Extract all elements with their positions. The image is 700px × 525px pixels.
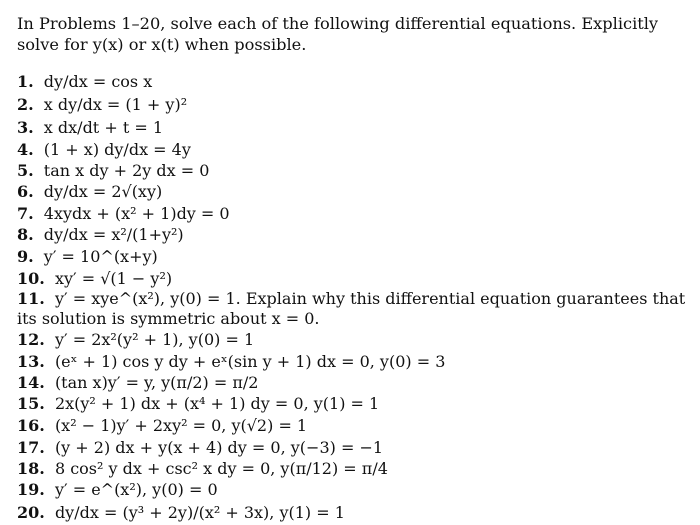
problem-number: 8. (17, 225, 34, 244)
problem-equation: 8 cos² y dx + csc² x dy = 0, y(π/12) = π/4 (54, 459, 388, 478)
problem-20 (17, 503, 689, 523)
problem-4 (17, 140, 689, 160)
problem-equation: dy/dx = x²/(1+y²) (43, 225, 184, 244)
problem-equation: xy′ = √(1 − y²) (54, 269, 173, 288)
problem-equation: y′ = 2x²(y² + 1), y(0) = 1 (54, 330, 255, 349)
intro-text: In Problems 1–20, solve each of the following differential equations. Explicitly solve for y(x) or x(t) when possible. (17, 14, 659, 54)
problem-11 (17, 289, 689, 329)
problem-10 (17, 269, 689, 289)
problem-equation: x dx/dt + t = 1 (43, 118, 163, 137)
problem-number: 15. (17, 394, 45, 413)
problem-equation: y′ = e^(x²), y(0) = 0 (54, 480, 218, 499)
problem-equation: (1 + x) dy/dx = 4y (43, 140, 191, 159)
problem-number: 3. (17, 118, 34, 137)
problem-6 (17, 182, 689, 202)
problem-16 (17, 416, 689, 436)
problem-3 (17, 118, 689, 138)
problem-equation: (y + 2) dx + y(x + 4) dy = 0, y(−3) = −1 (54, 438, 384, 457)
problem-equation: 4xydx + (x² + 1)dy = 0 (43, 204, 230, 223)
problem-equation: tan x dy + 2y dx = 0 (43, 161, 210, 180)
problem-equation: dy/dx = cos x (43, 72, 153, 91)
problem-number: 19. (17, 480, 45, 499)
problem-12 (17, 330, 689, 350)
problem-number: 4. (17, 140, 34, 159)
problem-18 (17, 459, 689, 479)
problem-7 (17, 204, 689, 224)
problem-number: 6. (17, 182, 34, 201)
problem-number: 11. (17, 289, 45, 308)
problem-5 (17, 161, 689, 181)
problem-equation: dy/dx = (y³ + 2y)/(x² + 3x), y(1) = 1 (54, 503, 345, 522)
problem-equation: x dy/dx = (1 + y)² (43, 95, 188, 114)
problem-19 (17, 480, 689, 500)
problem-1 (17, 72, 689, 92)
problem-2 (17, 95, 689, 115)
problem-number: 5. (17, 161, 34, 180)
problem-14 (17, 373, 689, 393)
problem-number: 16. (17, 416, 45, 435)
problem-number: 12. (17, 330, 45, 349)
problem-number: 14. (17, 373, 45, 392)
problem-15 (17, 394, 689, 414)
problem-equation: dy/dx = 2√(xy) (43, 182, 163, 201)
problem-number: 10. (17, 269, 45, 288)
problem-13 (17, 352, 689, 372)
problem-number: 18. (17, 459, 45, 478)
problem-number: 13. (17, 352, 45, 371)
problem-17 (17, 438, 689, 458)
problem-number: 20. (17, 503, 45, 522)
problem-9 (17, 247, 689, 267)
problem-equation: y′ = 10^(x+y) (43, 247, 158, 266)
problem-number: 17. (17, 438, 45, 457)
problem-number: 9. (17, 247, 34, 266)
problem-8 (17, 225, 689, 245)
problem-equation: (eˣ + 1) cos y dy + eˣ(sin y + 1) dx = 0, y(0) = 3 (54, 352, 446, 371)
problem-number: 2. (17, 95, 34, 114)
problem-number: 1. (17, 72, 34, 91)
problem-equation: y′ = xye^(x²), y(0) = 1. Explain why this differential equation guarantees that its solution is symmetric about x = 0. (17, 289, 686, 328)
problem-number: 7. (17, 204, 34, 223)
problem-equation: (x² − 1)y′ + 2xy² = 0, y(√2) = 1 (54, 416, 308, 435)
problem-equation: 2x(y² + 1) dx + (x⁴ + 1) dy = 0, y(1) = 1 (54, 394, 380, 413)
problem-equation: (tan x)y′ = y, y(π/2) = π/2 (54, 373, 259, 392)
